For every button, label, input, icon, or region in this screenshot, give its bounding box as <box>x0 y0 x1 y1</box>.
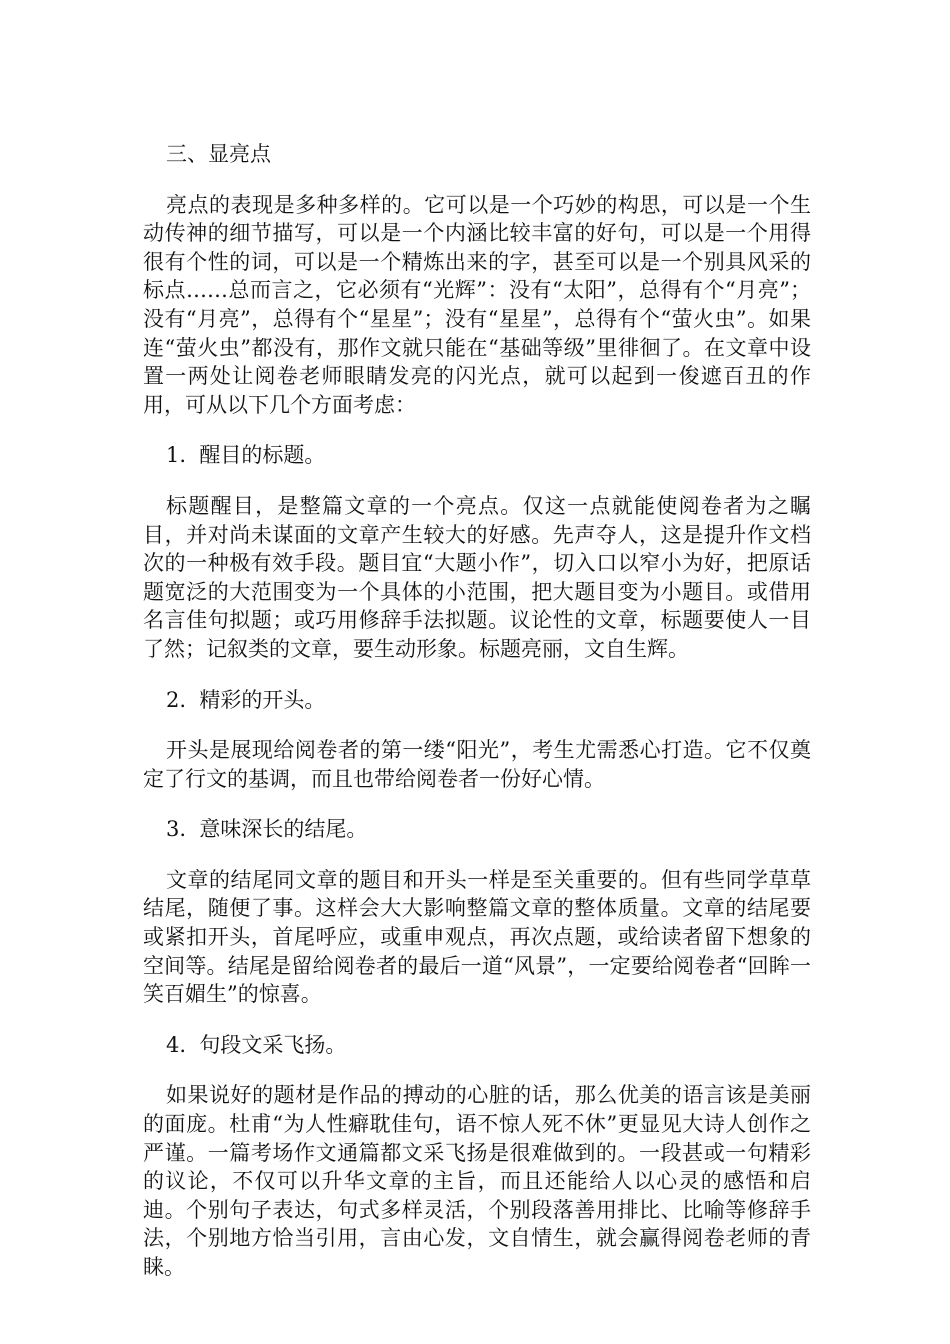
item-body-language: 如果说好的题材是作品的搏动的心脏的话，那么优美的语言该是美丽的面庞。杜甫“为人性癖耽佳句，语不惊人死不休”更显见大诗人创作之严谨。一篇考场作文通篇都文采飞扬是很难做到的。一段甚或一句精彩的议论，不仅可以升华文章的主旨，而且还能给人以心灵的感悟和启迪。个别句子表达，句式多样灵活，个别段落善用排比、比喻等修辞手法，个别地方恰当引用，言由心发，文自情生，就会赢得阅卷老师的青睐。 <box>143 1083 811 1279</box>
item-heading-language: 4. 句段文采飞扬。 <box>166 1032 347 1057</box>
item-body-opening: 开头是展现给阅卷者的第一缕“阳光”，考生尤需悉心打造。它不仅奠定了行文的基调，而且也带给阅卷者一份好心情。 <box>143 738 811 791</box>
item-body-title: 标题醒目，是整篇文章的一个亮点。仅这一点就能使阅卷者为之瞩目，并对尚未谋面的文章产生较大的好感。先声夺人，这是提升作文档次的一种极有效手段。题目宜“大题小作”，切入口以窄小为好，把原话题宽泛的大范围变为一个具体的小范围，把大题目变为小题目。或借用名言佳句拟题；或巧用修辞手法拟题。议论性的文章，标题要使人一目了然；记叙类的文章，要生动形象。标题亮丽，文自生辉。 <box>143 493 811 661</box>
section-heading: 三、显亮点 <box>166 142 271 166</box>
intro-paragraph: 亮点的表现是多种多样的。它可以是一个巧妙的构思，可以是一个生动传神的细节描写，可以是一个内涵比较丰富的好句，可以是一个用得很有个性的词，可以是一个精炼出来的字，甚至可以是一个别具风采的标点……总而言之，它必须有“光辉”：没有“太阳”，总得有个“月亮”；没有“月亮”，总得有个“星星”；没有“星星”，总得有个“萤火虫”。如果连“萤火虫”都没有，那作文就只能在“基础等级”里徘徊了。在文章中设置一两处让阅卷老师眼睛发亮的闪光点，就可以起到一俊遮百丑的作用，可从以下几个方面考虑： <box>143 192 811 417</box>
document-page <box>143 140 811 1304</box>
item-heading-title: 1. 醒目的标题。 <box>166 443 326 468</box>
item-body-ending: 文章的结尾同文章的题目和开头一样是至关重要的。但有些同学草草结尾，随便了事。这样会大大影响整篇文章的整体质量。文章的结尾要或紧扣开头，首尾呼应，或重申观点，再次点题，或给读者留下想象的空间等。结尾是留给阅卷者的最后一道“风景”，一定要给阅卷者“回眸一笑百媚生”的惊喜。 <box>143 867 811 1007</box>
item-heading-ending: 3. 意味深长的结尾。 <box>166 817 368 842</box>
item-heading-opening: 2. 精彩的开头。 <box>166 687 326 712</box>
